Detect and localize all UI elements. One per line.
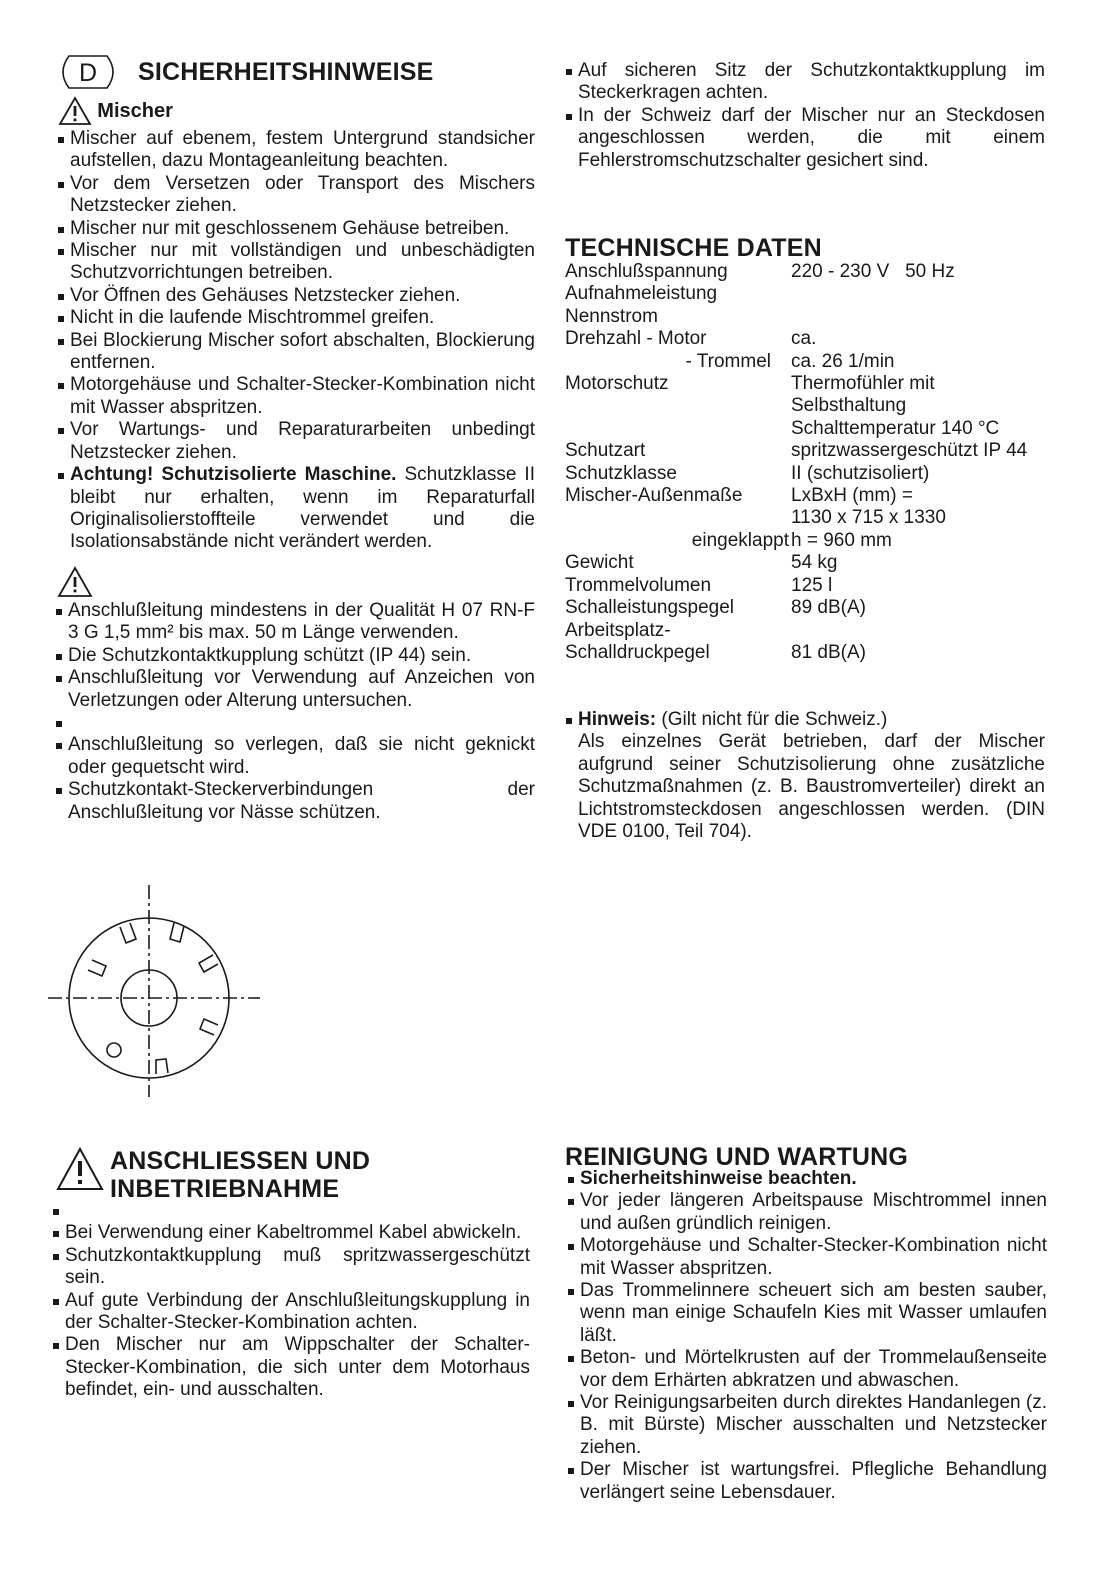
svg-text:D: D: [78, 59, 98, 87]
list-item: Beton- und Mörtelkrusten auf der Trommelaußenseite vor dem Erhärten abkratzen und abwaschen.: [567, 1347, 1047, 1392]
attention-item: [57, 464, 535, 554]
table-row: Drehzahl - Motor ca.: [565, 328, 817, 350]
cleaning-title: REINIGUNG UND WARTUNG: [565, 1143, 909, 1171]
table-row: Schalleistungspegel 89 dB(A): [565, 597, 866, 619]
table-row: Schutzklasse II (schutzisoliert): [565, 462, 930, 484]
table-row: 1130 x 715 x 1330: [791, 507, 946, 529]
cleaning-list: [567, 1168, 1047, 1504]
table-row: Arbeitsplatz-: [565, 619, 671, 641]
attention-bold: Achtung! Schutzisolierte Maschine.: [70, 464, 397, 486]
tech-title: TECHNISCHE DATEN: [565, 234, 822, 262]
table-row: Nennstrom: [565, 305, 658, 327]
table-row: Schalldruckpegel 81 dB(A): [565, 641, 866, 663]
list-item: Mischer nur mit geschlossenem Gehäuse betreiben.: [57, 218, 535, 240]
list-item: Mischer nur mit vollständigen und unbeschädigten Schutzvorrichtungen betreiben.: [57, 240, 535, 285]
table-row: Anschlußspannung 220 - 230 V 50 Hz: [565, 261, 955, 282]
list-item: Motorgehäuse und Schalter-Stecker-Kombination nicht mit Wasser abspritzen.: [57, 374, 535, 419]
list-item: Den Mischer nur am Wippschalter der Schalter-Stecker-Kombination, die sich unter dem Motorhaus befindet, ein- und ausschalten.: [52, 1334, 530, 1401]
table-row: Motorschutz Thermofühler mit: [565, 373, 935, 395]
note-text: Als einzelnes Gerät betrieben, darf der Mischer aufgrund seiner Schutzisolierung ohne zusätzliche Schutzmaßnahmen (z. B. Baustromverteiler) direkt an Lichtstromsteckdosen angeschlossen werden. (DIN VDE 0100, Teil 704).: [578, 731, 1045, 843]
list-item: Anschlußleitung vor Verwendung auf Anzeichen von Verletzungen oder Alterung untersuchen.: [55, 667, 535, 712]
tech-note: [565, 709, 1045, 843]
language-badge: [55, 54, 121, 90]
table-row: Selbsthaltung: [791, 395, 907, 417]
list-item: Anschlußleitung mindestens in der Qualität H 07 RN-F 3 G 1,5 mm² bis max. 50 m Länge verwenden.: [55, 600, 535, 645]
connect-title-line1: ANSCHLIESSEN UND: [110, 1147, 371, 1175]
note-bold: Hinweis:: [578, 709, 657, 730]
connect-list: [52, 1200, 530, 1402]
list-item: Schutzkontaktkupplung muß spritzwassergeschützt sein.: [52, 1245, 530, 1290]
table-row: Schutzart spritzwassergeschützt IP 44: [565, 440, 1028, 462]
table-row: Mischer-Außenmaße LxBxH (mm) =: [565, 485, 913, 507]
list-item: Vor Reinigungsarbeiten durch direktes Handanlegen (z. B. mit Bürste) Mischer ausschalten und Netzstecker ziehen.: [567, 1392, 1047, 1459]
list-item: Auf gute Verbindung der Anschlußleitungskupplung in der Schalter-Stecker-Kombination achten.: [52, 1290, 530, 1335]
list-item: Bei Verwendung einer Kabeltrommel Kabel abwickeln.: [52, 1222, 530, 1244]
list-item: Motorgehäuse und Schalter-Stecker-Kombination nicht mit Wasser abspritzen.: [567, 1235, 1047, 1280]
connect-title: [110, 1147, 370, 1203]
table-row: Schalttemperatur 140 °C: [791, 417, 1000, 439]
table-row: eingeklappt h = 960 mm: [691, 529, 892, 551]
mixer-subheading: [58, 96, 538, 126]
list-item: Anschlußleitung so verlegen, daß sie nicht geknickt oder gequetscht wird.: [55, 734, 535, 779]
warning-triangle-icon: [55, 1146, 105, 1192]
table-row: Trommelvolumen 125 l: [565, 574, 833, 596]
safety-title: SICHERHEITSHINWEISE: [138, 58, 434, 86]
list-item: Vor dem Versetzen oder Transport des Mischers Netzstecker ziehen.: [57, 173, 535, 218]
table-row: - Trommel ca. 26 1/min: [685, 350, 895, 372]
connect-title-line2: INBETRIEBNAHME: [110, 1175, 340, 1203]
list-item: Nicht in die laufende Mischtrommel greifen.: [57, 307, 535, 329]
mixer-subtitle: Mischer: [97, 99, 173, 122]
cable-safety-list-continued: [565, 60, 1045, 172]
list-item: Vor Öffnen des Gehäuses Netzstecker ziehen.: [57, 285, 535, 307]
list-item: [52, 1200, 530, 1222]
note-item: [565, 709, 1045, 843]
list-item: Schutzkontakt-Steckerverbindungen der Anschlußleitung vor Nässe schützen.: [55, 779, 535, 824]
list-item: Der Mischer ist wartungsfrei. Pflegliche Behandlung verlängert seine Lebensdauer.: [567, 1459, 1047, 1504]
list-item: Sicherheitshinweise beachten.: [567, 1168, 1047, 1190]
list-item: In der Schweiz darf der Mischer nur an Steckdosen angeschlossen werden, die mit einem Fehlerstromschutzschalter gesichert sind.: [565, 105, 1045, 172]
list-item: [55, 712, 535, 734]
note-paren: (Gilt nicht für die Schweiz.): [656, 709, 888, 730]
list-item: Bei Blockierung Mischer sofort abschalten, Blockierung entfernen.: [57, 330, 535, 375]
attention-text: Schutzklasse II bleibt nur erhalten, wenn im Reparaturfall Originalisolierstoffteile verwendet und die Isolationsabstände nicht verändert werden.: [70, 464, 535, 553]
list-item: Vor jeder längeren Arbeitspause Mischtrommel innen und außen gründlich reinigen.: [567, 1190, 1047, 1235]
list-item: Auf sicheren Sitz der Schutzkontaktkupplung im Steckerkragen achten.: [565, 60, 1045, 105]
mixer-safety-list: [57, 128, 535, 554]
cable-safety-list: [55, 600, 535, 824]
socket-diagram-icon: [48, 885, 263, 1100]
warning-triangle-icon: [58, 96, 92, 126]
list-item: Mischer auf ebenem, festem Untergrund standsicher aufstellen, dazu Montageanleitung beachten.: [57, 128, 535, 173]
warning-triangle-icon: [57, 566, 93, 598]
list-item: Die Schutzkontaktkupplung schützt (IP 44) sein.: [55, 645, 535, 667]
list-item: Vor Wartungs- und Reparaturarbeiten unbedingt Netzstecker ziehen.: [57, 419, 535, 464]
tech-data-table: [565, 261, 1027, 664]
table-row: Aufnahmeleistung: [565, 283, 718, 305]
table-row: Gewicht 54 kg: [565, 552, 838, 574]
list-item: Das Trommelinnere scheuert sich am besten sauber, wenn man einige Schaufeln Kies mit Wasser umlaufen läßt.: [567, 1280, 1047, 1347]
